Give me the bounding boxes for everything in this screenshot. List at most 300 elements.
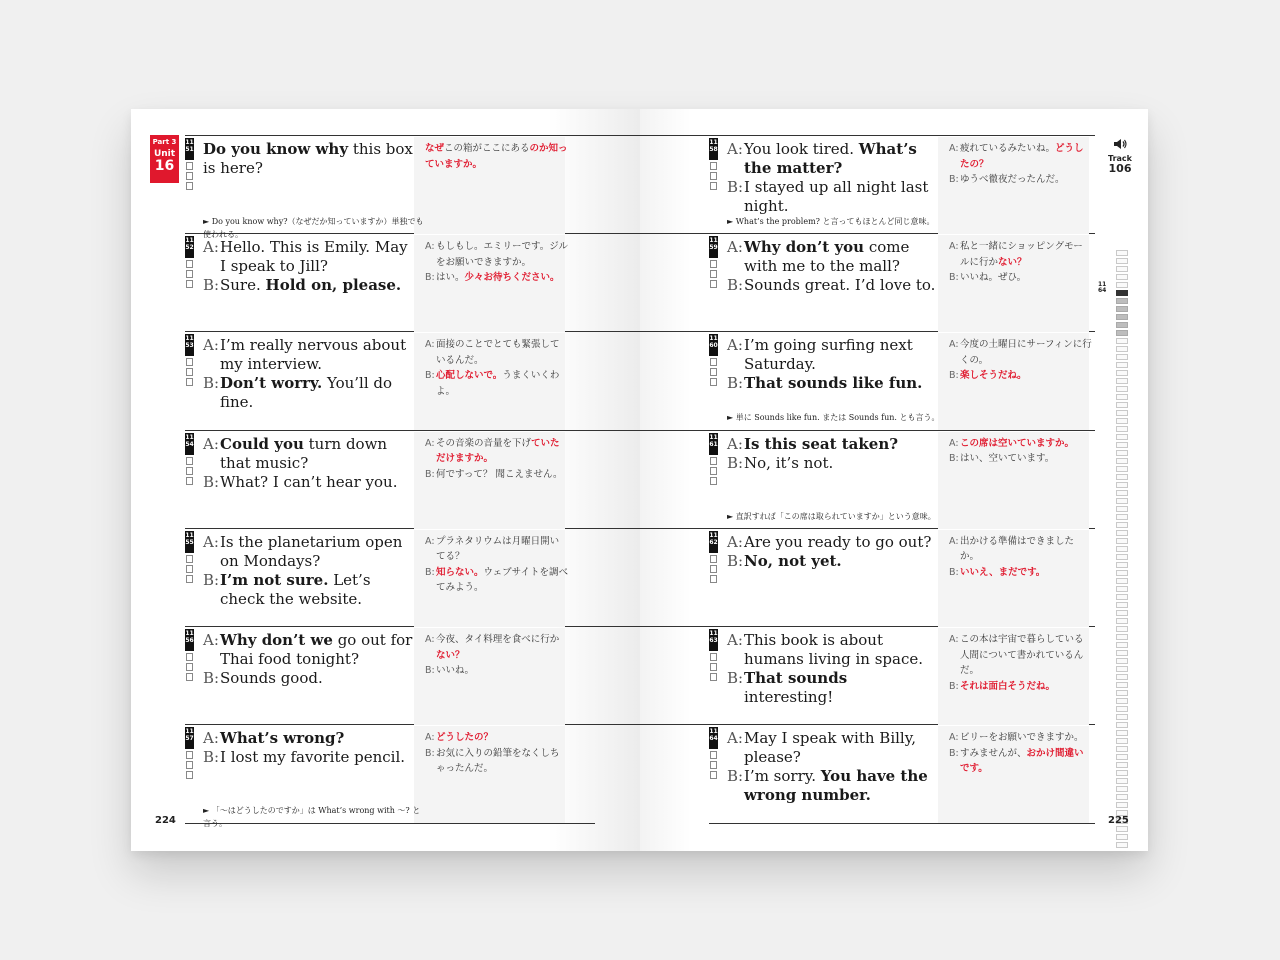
- dialogue-text: [203, 140, 415, 178]
- review-checkboxes: [710, 260, 717, 290]
- key-phrase: Is this seat taken?: [744, 434, 899, 453]
- key-translation: 少々お待ちください。: [464, 272, 560, 284]
- speaker-label: B:: [727, 767, 744, 786]
- review-checkbox[interactable]: [186, 172, 193, 180]
- translation-line: [949, 368, 1092, 384]
- translation-text: [960, 141, 1092, 172]
- review-checkbox[interactable]: [710, 761, 717, 769]
- review-checkbox[interactable]: [186, 467, 193, 475]
- review-checkboxes: [710, 358, 717, 388]
- text-segment: 面接のことでとても緊張しているんだ。: [436, 339, 560, 366]
- unit-number: 16: [154, 158, 175, 174]
- speaker-label: B:: [203, 669, 220, 687]
- translation-text: [960, 534, 1092, 565]
- item-number: 11 62: [709, 531, 718, 553]
- speaker-label: B:: [203, 276, 220, 295]
- translation-text: [960, 451, 1092, 467]
- track-indicator[interactable]: [1106, 135, 1134, 175]
- speaker-label: A:: [425, 437, 435, 449]
- translation-line: [425, 663, 568, 679]
- speaker-label: A:: [425, 732, 435, 744]
- index-tab: [1116, 682, 1128, 688]
- dialogue-line: [203, 473, 415, 492]
- dialogue-line: [203, 631, 415, 669]
- dialogue-line: [727, 767, 939, 805]
- dialogue-text: [220, 631, 415, 669]
- index-tab: [1116, 738, 1128, 744]
- text-segment: はい。: [436, 272, 465, 284]
- review-checkbox[interactable]: [186, 771, 193, 779]
- translation-line: [425, 467, 568, 483]
- index-tab: [1116, 554, 1128, 560]
- dialogue-line: [727, 140, 939, 178]
- index-tab: [1116, 474, 1128, 480]
- speaker-label: A:: [727, 238, 743, 257]
- index-tab: [1116, 706, 1128, 712]
- key-translation: ない？: [436, 649, 465, 661]
- text-segment: This book is about humans living in space.: [744, 631, 924, 668]
- review-checkbox[interactable]: [186, 162, 193, 170]
- index-tab: [1116, 298, 1128, 304]
- phrase-item: [709, 332, 1092, 430]
- index-tab: [1116, 594, 1128, 600]
- english-dialogue: [727, 435, 939, 473]
- translation-text: [960, 436, 1092, 452]
- dialogue-line: [727, 178, 939, 216]
- speaker-label: B:: [727, 178, 744, 196]
- key-translation: おかけ間違いです。: [960, 747, 1084, 775]
- dialogue-line: [203, 336, 415, 374]
- text-segment: いいね。ぜひ。: [960, 272, 1027, 284]
- text-segment: this box is here?: [203, 140, 413, 177]
- translation-line: [949, 270, 1092, 286]
- speaker-label: B:: [425, 747, 435, 759]
- text-segment: interesting!: [744, 688, 834, 706]
- dialogue-text: [744, 767, 939, 805]
- speaker-label: A:: [949, 634, 959, 645]
- index-tab: [1116, 786, 1128, 792]
- text-segment: go out for Thai food tonight?: [220, 631, 413, 668]
- review-checkbox[interactable]: [186, 653, 193, 661]
- speaker-label: B:: [949, 370, 959, 382]
- review-checkboxes: [186, 653, 193, 683]
- speaker-label: B:: [949, 272, 959, 284]
- japanese-translation: [949, 141, 1092, 188]
- translation-line: [949, 172, 1092, 188]
- review-checkbox[interactable]: [710, 565, 717, 573]
- dialogue-text: [220, 435, 415, 473]
- speaker-label: A:: [203, 434, 219, 453]
- dialogue-line: [727, 533, 939, 552]
- dialogue-line: [727, 238, 939, 276]
- speaker-label: A:: [425, 634, 435, 645]
- phrase-item: [709, 136, 1089, 234]
- translation-text: [960, 368, 1092, 384]
- index-tab: [1116, 346, 1128, 352]
- thumb-index: [1116, 250, 1126, 850]
- dialogue-line: [727, 729, 939, 767]
- speaker-label: B:: [727, 276, 744, 295]
- speaker-label: B:: [425, 665, 435, 676]
- index-tab: [1116, 586, 1128, 592]
- phrase-item: [709, 725, 1089, 823]
- usage-note: ► 「～はどうしたのですか」は What’s wrong with ～? と: [203, 806, 421, 816]
- text-segment: I’m going surfing next Saturday.: [744, 336, 913, 374]
- english-dialogue: [203, 631, 415, 688]
- review-checkboxes: [186, 260, 193, 290]
- index-tab: [1116, 778, 1128, 784]
- phrase-item: [709, 529, 1089, 627]
- translation-text: [436, 368, 568, 399]
- japanese-translation: [425, 534, 568, 596]
- translation-text: [960, 172, 1092, 188]
- item-number: 11 54: [185, 433, 194, 455]
- dialogue-text: [744, 729, 939, 767]
- dialogue-line: [727, 669, 939, 707]
- review-checkbox[interactable]: [710, 260, 717, 268]
- text-segment: この箱がここにある: [444, 143, 530, 154]
- index-tab: [1116, 450, 1128, 456]
- index-tab: [1116, 354, 1128, 360]
- translation-text: [960, 337, 1092, 368]
- translation-line: [425, 436, 568, 467]
- item-number: 11 60: [709, 334, 718, 356]
- review-checkbox[interactable]: [710, 378, 717, 386]
- review-checkbox[interactable]: [186, 182, 193, 190]
- review-checkbox[interactable]: [186, 761, 193, 769]
- translation-line: [949, 534, 1092, 565]
- review-checkboxes: [710, 162, 717, 192]
- usage-note: ► 単に Sounds like fun. または Sounds fun. とも言う。: [727, 413, 940, 423]
- key-translation: どうしたの？: [960, 143, 1084, 170]
- text-segment: この本は宇宙で暮らしている人間について書かれているんだ。: [960, 634, 1084, 676]
- english-dialogue: [727, 631, 939, 707]
- review-checkbox[interactable]: [710, 771, 717, 779]
- dialogue-text: [744, 533, 939, 552]
- review-checkbox[interactable]: [710, 555, 717, 563]
- review-checkboxes: [186, 751, 193, 781]
- text-segment: お気に入りの鉛筆をなくしちゃったんだ。: [436, 747, 560, 775]
- index-tab: [1116, 274, 1128, 280]
- index-tab: [1116, 522, 1128, 528]
- translation-line: [949, 632, 1092, 679]
- index-tab: [1116, 618, 1128, 624]
- index-tab: [1116, 602, 1128, 608]
- index-tab: [1116, 258, 1128, 264]
- index-tab: [1116, 314, 1128, 320]
- translation-text: [436, 565, 568, 596]
- text-segment: I lost my favorite pencil.: [220, 748, 406, 767]
- index-tab: [1116, 506, 1128, 512]
- index-tab: [1116, 250, 1128, 256]
- speaker-label: A:: [727, 336, 743, 355]
- review-checkbox[interactable]: [186, 663, 193, 671]
- dialogue-text: [744, 140, 939, 178]
- speaker-label: B:: [203, 570, 220, 589]
- key-translation: そうだね。: [1007, 680, 1056, 692]
- item-number: 11 63: [709, 629, 718, 651]
- review-checkboxes: [186, 457, 193, 487]
- translation-line: [949, 337, 1092, 368]
- speaker-icon: [1113, 138, 1127, 150]
- review-checkbox[interactable]: [710, 663, 717, 671]
- text-segment: はい、空いています。: [960, 453, 1055, 465]
- speaker-label: A:: [949, 241, 959, 253]
- review-checkbox[interactable]: [710, 280, 717, 288]
- text-segment: come with me to the mall?: [744, 238, 910, 276]
- part-label: Part 3: [152, 138, 177, 146]
- english-dialogue: [203, 729, 415, 767]
- dialogue-line: [203, 748, 415, 767]
- review-checkbox[interactable]: [710, 182, 717, 190]
- review-checkbox[interactable]: [710, 477, 717, 485]
- dialogue-text: [744, 336, 939, 374]
- review-checkbox[interactable]: [710, 162, 717, 170]
- key-phrase: Could you: [220, 434, 304, 453]
- speaker-label: A:: [425, 241, 435, 253]
- item-number: 11 57: [185, 727, 194, 749]
- text-segment: Sounds good.: [220, 669, 323, 687]
- key-phrase: You have the wrong number.: [744, 767, 928, 805]
- index-tab: [1116, 482, 1128, 488]
- index-tab: [1116, 394, 1128, 400]
- phrase-item: [709, 431, 1089, 529]
- index-tab: [1116, 626, 1128, 632]
- translation-text: [436, 632, 568, 663]
- dialogue-text: [744, 238, 939, 276]
- index-tab: [1116, 674, 1128, 680]
- japanese-translation: [949, 730, 1092, 777]
- english-dialogue: [727, 140, 939, 216]
- speaker-label: A:: [727, 434, 743, 453]
- translation-line: [949, 679, 1092, 695]
- footer-rule-right: [709, 823, 1095, 824]
- index-tab: [1116, 562, 1128, 568]
- review-checkbox[interactable]: [710, 368, 717, 376]
- japanese-translation: [949, 436, 1092, 467]
- english-dialogue: [203, 336, 415, 412]
- key-phrase: That sounds: [744, 669, 848, 687]
- index-tab: [1116, 546, 1128, 552]
- key-phrase: Why don’t we: [220, 631, 333, 649]
- phrase-item: [185, 529, 568, 627]
- speaker-label: A:: [203, 336, 219, 355]
- speaker-label: A:: [203, 238, 219, 257]
- japanese-translation: [425, 632, 568, 679]
- translation-line: [949, 239, 1092, 270]
- speaker-label: A:: [727, 631, 743, 649]
- index-tab: [1116, 282, 1128, 288]
- key-phrase: Don’t worry.: [220, 374, 323, 393]
- speaker-label: B:: [425, 566, 435, 578]
- review-checkbox[interactable]: [186, 270, 193, 278]
- dialogue-text: [744, 178, 939, 216]
- speaker-label: B:: [425, 370, 435, 382]
- usage-note: ► What’s the problem? と言ってもほとんど同じ意味。: [727, 217, 935, 226]
- review-checkbox[interactable]: [186, 575, 193, 583]
- page-number-right: 225: [1108, 815, 1129, 826]
- key-phrase: I’m not sure.: [220, 570, 329, 589]
- index-tab: [1116, 842, 1128, 848]
- index-tab: [1116, 666, 1128, 672]
- review-checkbox[interactable]: [710, 172, 717, 180]
- index-tab: [1116, 834, 1128, 840]
- translation-text: [960, 679, 1092, 695]
- key-phrase: Do you know why: [203, 140, 349, 158]
- review-checkboxes: [186, 358, 193, 388]
- translation-text: [960, 746, 1092, 777]
- review-checkbox[interactable]: [186, 368, 193, 376]
- text-segment: I stayed up all night last night.: [744, 178, 929, 215]
- dialogue-line: [203, 374, 415, 412]
- review-checkbox[interactable]: [710, 653, 717, 661]
- index-tab: [1116, 498, 1128, 504]
- index-tab: [1116, 642, 1128, 648]
- review-checkbox[interactable]: [710, 673, 717, 681]
- dialogue-line: [727, 631, 939, 669]
- text-segment: Sounds great. I’d love to.: [744, 276, 936, 295]
- dialogue-text: [220, 533, 415, 571]
- text-segment: May I speak with Billy, please?: [744, 729, 916, 767]
- translation-text: [436, 436, 568, 467]
- translation-line: [425, 565, 568, 596]
- tab-label: 11 64: [1098, 281, 1107, 294]
- phrase-item: [709, 234, 1089, 332]
- text-segment: もしもし。エミリーです。ジルをお願いできますか。: [436, 241, 569, 268]
- review-checkbox[interactable]: [710, 270, 717, 278]
- index-tab: [1116, 826, 1128, 832]
- review-checkbox[interactable]: [710, 751, 717, 759]
- translation-line: [949, 141, 1092, 172]
- review-checkbox[interactable]: [186, 673, 193, 681]
- japanese-translation: [949, 534, 1092, 581]
- translation-text: [436, 730, 568, 746]
- index-tab: [1116, 362, 1128, 368]
- review-checkbox[interactable]: [186, 378, 193, 386]
- translation-text: [960, 565, 1092, 581]
- dialogue-text: [220, 571, 415, 609]
- speaker-label: B:: [949, 453, 959, 465]
- review-checkbox[interactable]: [186, 280, 193, 288]
- translation-line: [949, 746, 1092, 777]
- item-number: 11 61: [709, 433, 718, 455]
- translation-text: [436, 663, 568, 679]
- english-dialogue: [203, 435, 415, 492]
- translation-text: [960, 270, 1092, 286]
- key-translation: のか知っていますか。: [425, 143, 568, 170]
- speaker-label: B:: [727, 453, 744, 472]
- dialogue-line: [203, 435, 415, 473]
- dialogue-text: [744, 374, 939, 393]
- index-tab: [1116, 538, 1128, 544]
- text-segment: No, it’s not.: [744, 453, 834, 472]
- text-segment: You’ll do fine.: [220, 374, 393, 412]
- index-tab: [1116, 322, 1128, 328]
- review-checkbox[interactable]: [186, 555, 193, 563]
- index-tab: [1116, 458, 1128, 464]
- index-tab: [1116, 746, 1128, 752]
- phrase-item: [185, 136, 568, 239]
- review-checkbox[interactable]: [186, 358, 193, 366]
- dialogue-text: [744, 454, 939, 473]
- review-checkboxes: [710, 653, 717, 683]
- translation-line: [425, 534, 568, 565]
- translation-line: [425, 337, 568, 368]
- speaker-label: A:: [425, 535, 435, 547]
- index-tab: [1116, 730, 1128, 736]
- speaker-label: B:: [425, 272, 435, 284]
- review-checkbox[interactable]: [186, 457, 193, 465]
- speaker-label: B:: [949, 680, 959, 692]
- phrase-item: [185, 725, 565, 823]
- text-segment: プラネタリウムは月曜日開いてる？: [436, 535, 560, 563]
- review-checkbox[interactable]: [186, 260, 193, 268]
- translation-text: [436, 534, 568, 565]
- text-segment: いいね。: [436, 665, 475, 676]
- translation-line: [949, 565, 1092, 581]
- dialogue-text: [744, 435, 939, 454]
- key-translation: いいえ、まだです。: [960, 566, 1046, 578]
- dialogue-line: [203, 669, 415, 688]
- index-tab: [1116, 466, 1128, 472]
- translation-text: [436, 270, 568, 286]
- text-segment: Are you ready to go out?: [744, 532, 932, 551]
- review-checkbox[interactable]: [186, 477, 193, 485]
- key-translation: 楽しそうだね。: [960, 370, 1027, 382]
- index-tab: [1116, 426, 1128, 432]
- footer-rule-left: [185, 823, 595, 824]
- dialogue-line: [203, 571, 415, 609]
- key-phrase: Why don’t you: [744, 238, 865, 257]
- index-tab: [1116, 338, 1128, 344]
- dialogue-text: [220, 748, 415, 767]
- review-checkbox[interactable]: [186, 565, 193, 573]
- translation-line: [425, 270, 568, 286]
- item-number: 11 58: [709, 138, 718, 160]
- review-checkbox[interactable]: [710, 467, 717, 475]
- review-checkbox[interactable]: [710, 575, 717, 583]
- speaker-label: B:: [203, 374, 220, 393]
- item-number: 11 59: [709, 236, 718, 258]
- speaker-label: B:: [949, 747, 959, 759]
- english-dialogue: [727, 729, 939, 805]
- text-segment: You look tired.: [744, 140, 859, 158]
- unit-label: Unit: [153, 149, 176, 159]
- speaker-label: B:: [203, 748, 220, 767]
- index-tab: [1116, 434, 1128, 440]
- translation-text: [960, 730, 1092, 746]
- index-tab: [1116, 402, 1128, 408]
- translation-line: [425, 746, 568, 777]
- speaker-label: B:: [727, 374, 744, 393]
- index-tab: [1116, 378, 1128, 384]
- index-tab: [1116, 690, 1128, 696]
- dialogue-text: [220, 473, 415, 492]
- review-checkbox[interactable]: [710, 358, 717, 366]
- key-phrase: That sounds like fun.: [744, 374, 923, 393]
- dialogue-line: [203, 140, 415, 178]
- index-tab: [1116, 442, 1128, 448]
- index-tab: [1116, 698, 1128, 704]
- index-tab: [1116, 370, 1128, 376]
- review-checkbox[interactable]: [710, 457, 717, 465]
- index-tab: [1116, 650, 1128, 656]
- book-spread: [131, 109, 1148, 851]
- index-tab: [1116, 762, 1128, 768]
- index-tab: [1116, 610, 1128, 616]
- review-checkbox[interactable]: [186, 751, 193, 759]
- speaker-label: A:: [203, 532, 219, 551]
